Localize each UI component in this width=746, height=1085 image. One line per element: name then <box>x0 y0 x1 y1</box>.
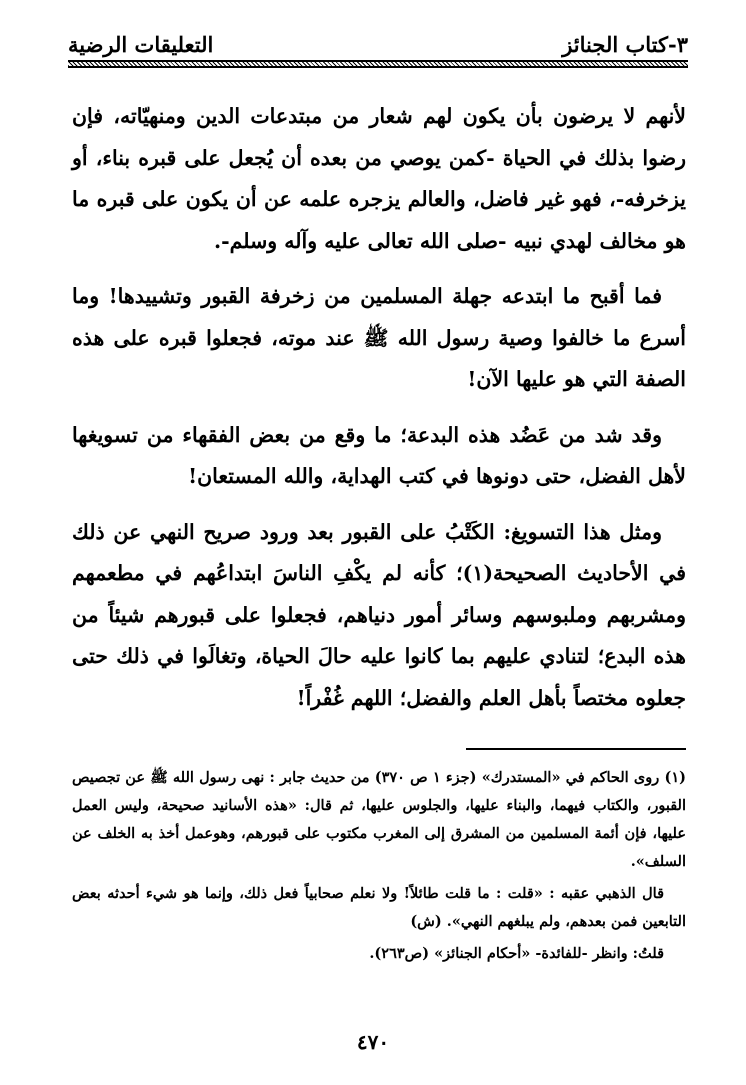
main-text <box>72 96 686 733</box>
header-chapter-title: ٣-كتاب الجنائز <box>562 32 688 57</box>
paragraph: ومثل هذا التسويغ: الكَتْبُ على القبور بعد ورود صريح النهي عن ذلك في الأحاديث الصحيحة(١)؛ كأنه لم يكْفِ الناسَ ابتداعُهم في مطعمهم ومشربهم وملبوسهم وسائر أمور دنياهم، فجعلوا على قبورهم شيئاً من هذه البدع؛ لتنادي عليهم بما كانوا عليه حالَ الحياة، وتغالَوا في ذلك حتى جعلوه مختصاً بأهل العلم والفضل؛ اللهم غُفْراً! <box>72 519 687 710</box>
header-rule <box>68 60 688 68</box>
paragraph: لأنهم لا يرضون بأن يكون لهم شعار من مبتدعات الدين ومنهيّاته، فإن رضوا بذلك في الحياة -كمن يوصي من بعده أن يُجعل على قبره بناء، أو يزخرفه-، فهو غير فاضل، والعالم يزجره علمه عن أن يكون على قبره ما هو مخالف لهدي نبيه -صلى الله تعالى عليه وآله وسلم-. <box>72 104 686 253</box>
page-number: ٤٧٠ <box>356 1030 390 1054</box>
footnote: (١) روى الحاكم في «المستدرك» (جزء ١ ص ٣٧٠) من حديث جابر : نهى رسول الله ﷺ عن تجصيص القبور، والكتاب فيهما، والبناء عليها، والجلوس عليها، ثم قال: «هذه الأسانيد صحيحة، وليس العمل عليها، فإن أئمة المسلمين من المشرق إلى المغرب مكتوب على قبورهم، وهوعمل أخذ به الخلف عن السلف». <box>72 769 686 870</box>
header-book-title: التعليقات الرضية <box>68 32 214 57</box>
footnote-continuation: قلتُ: وانظر -للفائدة- «أحكام الجنائز» (ص٢٦٣). <box>369 945 664 962</box>
footnote-continuation: قال الذهبي عقبه : «قلت : ما قلت طائلاً! ولا نعلم صحابياً فعل ذلك، وإنما هو شيء أحدثه بعض التابعين فمن بعدهم، ولم يبلغهم النهي». (ش) <box>72 885 686 930</box>
footnotes <box>72 764 686 972</box>
paragraph: وقد شد من عَضُد هذه البدعة؛ ما وقع من بعض الفقهاء من تسويغها لأهل الفضل، حتى دونوها في كتب الهداية، والله المستعان! <box>72 422 686 488</box>
running-header <box>68 26 688 58</box>
paragraph: فما أقبح ما ابتدعه جهلة المسلمين من زخرفة القبور وتشييدها! وما أسرع ما خالفوا وصية رسول الله ﷺ عند موته، فجعلوا قبره على هذه الصفة التي هو عليها الآن! <box>72 284 686 391</box>
footnote-separator <box>466 748 686 750</box>
